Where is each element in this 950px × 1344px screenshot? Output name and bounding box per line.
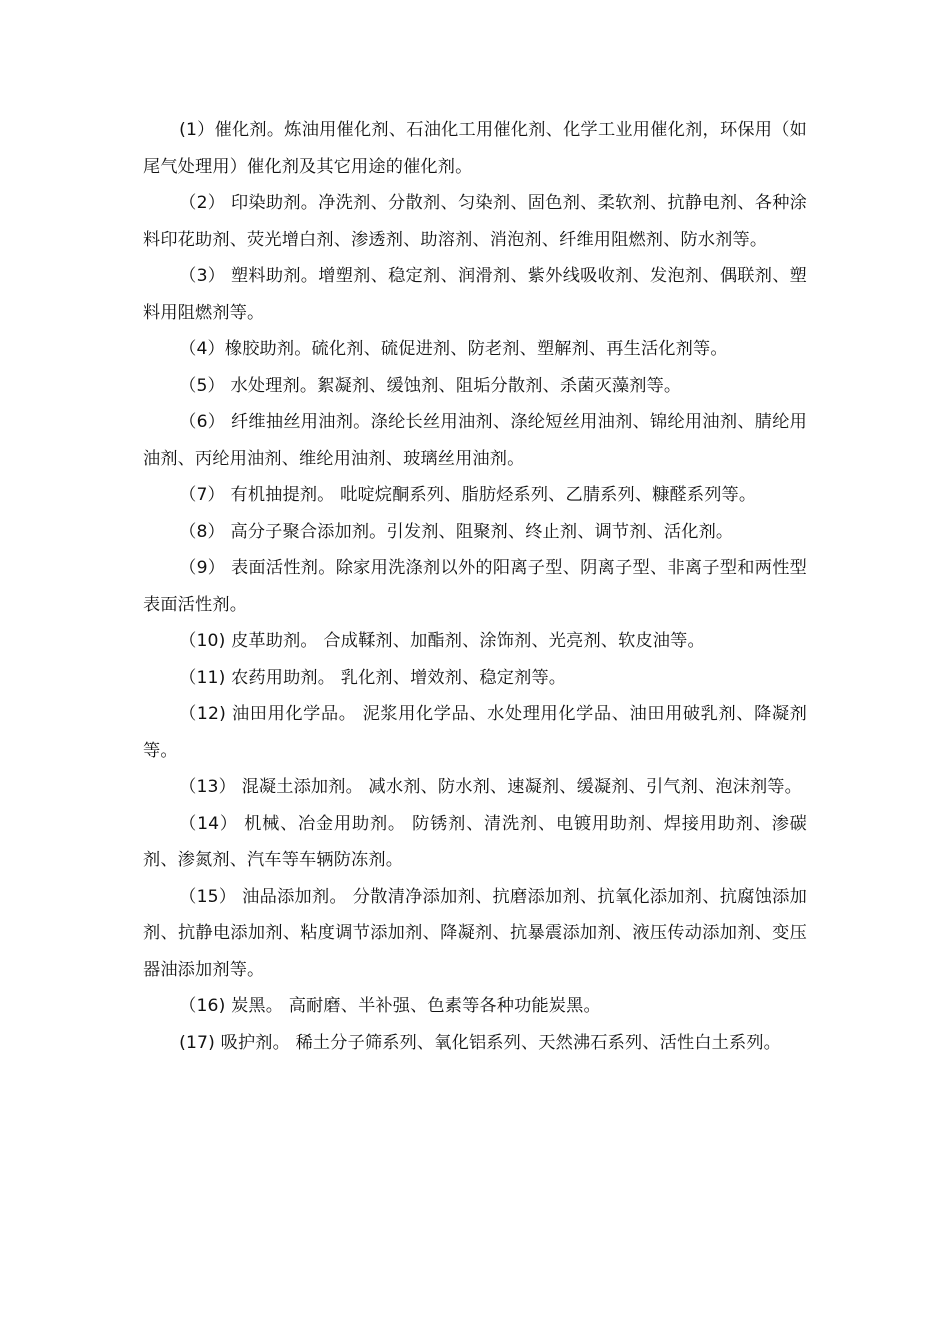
paragraph-carbon-black: （16) 炭黑。 高耐磨、半补强、色素等各种功能炭黑。 — [179, 996, 601, 1016]
paragraph-plastic-additives: （3） 塑料助剂。增塑剂、稳定剂、润滑剂、紫外线吸收剂、发泡剂、偶联剂、塑料用阻燃剂等。 — [143, 266, 807, 323]
paragraph-pesticide-auxiliaries: （11) 农药用助剂。 乳化剂、增效剂、稳定剂等。 — [179, 667, 567, 688]
paragraph-surfactants: （9） 表面活性剂。除家用洗涤剂以外的阳离子型、阴离子型、非离子型和两性型表面活性剂。 — [143, 558, 807, 615]
paragraph-fiber-spinning-oils: （6） 纤维抽丝用油剂。涤纶长丝用油剂、涤纶短丝用油剂、锦纶用油剂、腈纶用油剂、丙纶用油剂、维纶用油剂、玻璃丝用油剂。 — [143, 412, 807, 469]
paragraph-metallurgy-auxiliaries: （14） 机械、冶金用助剂。 防锈剂、清洗剂、电镀用助剂、焊接用助剂、渗碳剂、渗氮剂、汽车等车辆防冻剂。 — [143, 813, 807, 870]
paragraph-adsorbents: (17) 吸护剂。 稀土分子筛系列、氧化铝系列、天然沸石系列、活性白土系列。 — [179, 1032, 782, 1053]
paragraph-oil-additives: （15） 油品添加剂。 分散清净添加剂、抗磨添加剂、抗氧化添加剂、抗腐蚀添加剂、抗静电添加剂、粘度调节添加剂、降凝剂、抗暴震添加剂、液压传动添加剂、变压器油添加剂等。 — [143, 886, 807, 980]
paragraph-leather-auxiliaries: （10) 皮革助剂。 合成鞣剂、加酯剂、涂饰剂、光亮剂、软皮油等。 — [179, 631, 705, 651]
paragraph-oilfield-chemicals: （12) 油田用化学品。 泥浆用化学品、水处理用化学品、油田用破乳剂、降凝剂等。 — [143, 704, 807, 761]
paragraph-dyeing-auxiliaries: （2） 印染助剂。净洗剂、分散剂、匀染剂、固色剂、柔软剂、抗静电剂、各种涂料印花助剂、荧光增白剂、渗透剂、助溶剂、消泡剂、纤维用阻燃剂、防水剂等。 — [143, 193, 807, 250]
paragraph-polymer-additives: （8） 高分子聚合添加剂。引发剂、阻聚剂、终止剂、调节剂、活化剂。 — [179, 521, 734, 542]
paragraph-rubber-auxiliaries: （4）橡胶助剂。硫化剂、硫促进剂、防老剂、塑解剂、再生活化剂等。 — [179, 339, 728, 359]
paragraph-catalyst: (1）催化剂。炼油用催化剂、石油化工用催化剂、化学工业用催化剂，环保用（如尾气处理用）催化剂及其它用途的催化剂。 — [143, 120, 807, 177]
paragraph-concrete-admixtures: （13） 混凝土添加剂。 减水剂、防水剂、速凝剂、缓凝剂、引气剂、泡沫剂等。 — [179, 777, 802, 797]
paragraph-organic-extractants: （7） 有机抽提剂。 吡啶烷酮系列、脂肪烃系列、乙腈系列、糠醛系列等。 — [179, 485, 757, 505]
paragraph-water-treatment: （5） 水处理剂。絮凝剂、缓蚀剂、阻垢分散剂、杀菌灭藻剂等。 — [179, 375, 682, 396]
